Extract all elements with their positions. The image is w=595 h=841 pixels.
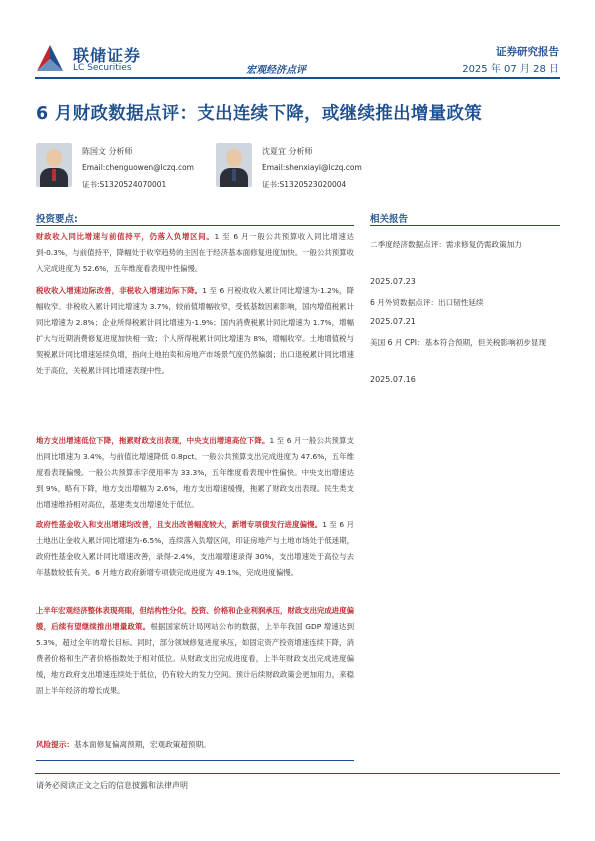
footer-divider (35, 773, 560, 774)
header-divider (35, 77, 560, 79)
analyst-photo (36, 143, 72, 187)
analyst-cert: 证书:S1320523020004 (262, 180, 347, 189)
related-reports-heading: 相关报告 (370, 214, 409, 225)
related-report-date: 2025.07.21 (370, 317, 416, 326)
brand-name-cn: 联储证券 (73, 46, 142, 65)
analyst-card (36, 143, 196, 193)
key-point-highlight: 财政收入同比增速与前值持平，仍落入负增区间。 (36, 232, 215, 241)
company-logo-icon (35, 43, 65, 73)
key-point-paragraph (36, 433, 354, 513)
page-header (0, 0, 595, 86)
key-point-body: 1 至 6 月税收收入累计同比增速为-1.2%，降幅收窄。非税收入累计同比增速为 3.7%，较前值增幅收窄，受低基数因素影响，国内增值税累计同比增速为 2.8%；企业所得税累计同比增速为-1.9%；国内消费税累计同比增速为 1.7%，增幅扩大与近期消费修复进度加快相一致；个人所得税累计同比增速为 8%，增幅收窄。土地增值税与契税累计同比增速延续负增，指向土地拍卖和房地产市场景气度仍然偏弱；出口退税累计同比增速处于高位，关税累计同比增速表现中性。 (36, 286, 354, 375)
analyst-card (216, 143, 376, 193)
report-column: 宏观经济点评 (246, 65, 306, 76)
key-point-paragraph (36, 283, 354, 379)
section-divider (370, 225, 560, 226)
key-point-highlight: 税收收入增速边际改善，非税收入增速边际下降。 (36, 286, 203, 295)
key-point-highlight: 上半年宏观经济整体表现亮眼，但结构性分化，投资、价格和企业利润承压，财政支出完成进度偏缓，后续有望继续推出增量政策。 (36, 606, 354, 631)
risk-divider (36, 760, 354, 761)
related-report-link[interactable]: 6 月外贸数据点评：出口韧性延续 (370, 298, 484, 307)
analyst-photo (216, 143, 252, 187)
related-report-date: 2025.07.16 (370, 375, 416, 384)
related-reports-section (370, 211, 560, 384)
key-points-heading: 投资要点: (36, 214, 78, 225)
key-point-body: 1 至 6 月土地出让金收入累计同比增速为-6.5%，连续落入负增区间，印证房地产与土地市场处于低迷期，政府性基金收入累计同比增速改善，录得-2.4%，支出端增速录得 30%，支出增速处于高位与去年基数较低有关。6 月地方政府新增专项债完成进度为 49.1%，完成进度偏慢。 (36, 520, 354, 577)
analyst-cert: 证书:S1320524070001 (82, 180, 167, 189)
key-point-highlight: 地方支出增速低位下降，拖累财政支出表现，中央支出增速高位下降。 (36, 436, 270, 445)
analyst-name: 沈夏宜 分析师 (262, 147, 313, 156)
risk-warning (36, 739, 354, 750)
key-point-paragraph (36, 517, 354, 581)
report-title: 6 月财政数据点评：支出连续下降，或继续推出增量政策 (36, 104, 483, 124)
analyst-name: 陈国文 分析师 (82, 147, 133, 156)
analyst-email[interactable]: Email:chenguowen@lczq.com (82, 163, 194, 172)
key-point-body: 1 至 6 月一般公共预算支出同比增速为 3.4%，与前值比增速降低 0.8pct。一般公共预算支出完成进度为 47.6%，五年维度看表现偏慢。一般公共预算赤字使用率为 33.3%，五年维度看表现中性偏快。中央支出增速达到 9%，略有下降，地方支出增幅为 2.6%，地方支出增速缓慢，拖累了财政支出表现。民生类支出增速维持相对高位，基建类支出增速处于低位。 (36, 436, 354, 509)
related-report-date: 2025.07.23 (370, 277, 416, 286)
key-points-section (36, 211, 354, 695)
disclaimer-footer[interactable]: 请务必阅读正文之后的信息披露和法律声明 (36, 781, 188, 790)
report-date: 2025 年 07 月 28 日 (462, 64, 559, 75)
key-point-paragraph (36, 229, 354, 277)
report-type: 证券研究报告 (496, 46, 559, 58)
key-point-highlight: 政府性基金收入和支出增速均改善，且支出改善幅度较大，新增专项债发行进度偏慢。 (36, 520, 323, 529)
related-report-link[interactable]: 美国 6 月 CPI：基本符合预期，但关税影响初步显现 (370, 338, 547, 347)
analyst-email[interactable]: Email:shenxiayi@lczq.com (262, 163, 362, 172)
brand-name-en: LC Securities (73, 63, 132, 73)
section-divider (36, 225, 354, 226)
key-point-body: 1 至 6 月一般公共预算收入同比增速达到-0.3%，与前值持平，降幅处于收窄趋势的主因在于经济基本面修复进度加快。一般公共预算收入完成进度为 52.6%，五年维度看表现中性偏慢。 (36, 232, 354, 273)
key-point-body: 根据国家统计局网站公布的数据，上半年我国 GDP 增速达到 5.3%，超过全年的增长目标。同时，部分领域修复进度承压，如固定资产投资增速连续下降，消费者价格和生产者价格指数处于相对低位。从财政支出完成进度看，上半年财政支出完成进度偏缓，地方政府支出增速连续处于低位，仍有较大的发力空间。预计后续财政政策会更加用力，来稳固上半年经济的增长成果。 (36, 622, 354, 695)
risk-text: 基本面修复偏离预期，宏观政策超预期。 (73, 740, 211, 749)
related-report-link[interactable]: 二季度经济数据点评：需求修复仍需政策加力 (370, 240, 522, 249)
risk-label: 风险提示： (36, 740, 74, 749)
key-point-paragraph (36, 603, 354, 699)
